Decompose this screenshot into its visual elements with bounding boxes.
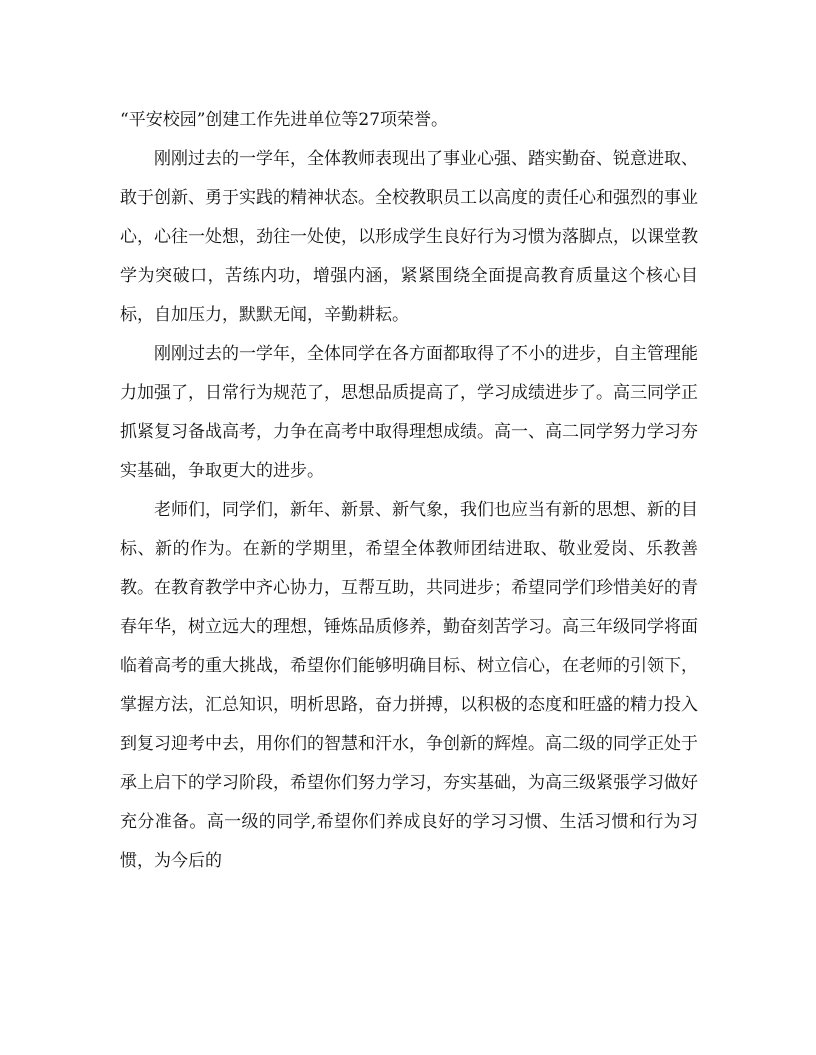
paragraph-teachers: 刚刚过去的一学年，全体教师表现出了事业心强、踏实勤奋、锐意进取、敢于创新、勇于实践的精神状态。全校教职员工以高度的责任心和强烈的事业心，心往一处想，劲往一处使，以形成学生良好行为习惯为落脚点，以课堂教学为突破口，苦练内功，增强内涵，紧紧围绕全面提高教育质量这个核心目标，自加压力，默默无闻，辛勤耕耘。 [120,149,698,325]
paragraph-new-year-hopes: 老师们，同学们，新年、新景、新气象，我们也应当有新的思想、新的目标、新的作为。在新的学期里，希望全体教师团结进取、敬业爱岗、乐教善教。在教育教学中齐心协力，互帮互助，共同进步；希望同学们珍惜美好的青春年华，树立远大的理想，锤炼品质修养，勤奋刻苦学习。高三年级同学将面临着高考的重大挑战，希望你们能够明确目标、树立信心，在老师的引领下，掌握方法，汇总知识，明析思路，奋力拼搏，以积极的态度和旺盛的精力投入到复习迎考中去，用你们的智慧和汗水，争创新的辉煌。高二级的同学正处于承上启下的学习阶段，希望你们努力学习，夯实基础，为高三级紧張学习做好充分准备。高一级的同学,希望你们养成良好的学习习惯、生活习惯和行为习惯，为今后的 [120,500,698,871]
document-body [120,101,698,881]
paragraph-students: 刚刚过去的一学年，全体同学在各方面都取得了不小的进步，自主管理能力加强了，日常行为规范了，思想品质提高了，学习成绩进步了。高三同学正抓紧复习备战高考，力争在高考中取得理想成绩。高一、高二同学努力学习夯实基础，争取更大的进步。 [120,344,698,481]
paragraph-continuation: “平安校园”创建工作先进单位等27项荣誉。 [120,110,449,130]
